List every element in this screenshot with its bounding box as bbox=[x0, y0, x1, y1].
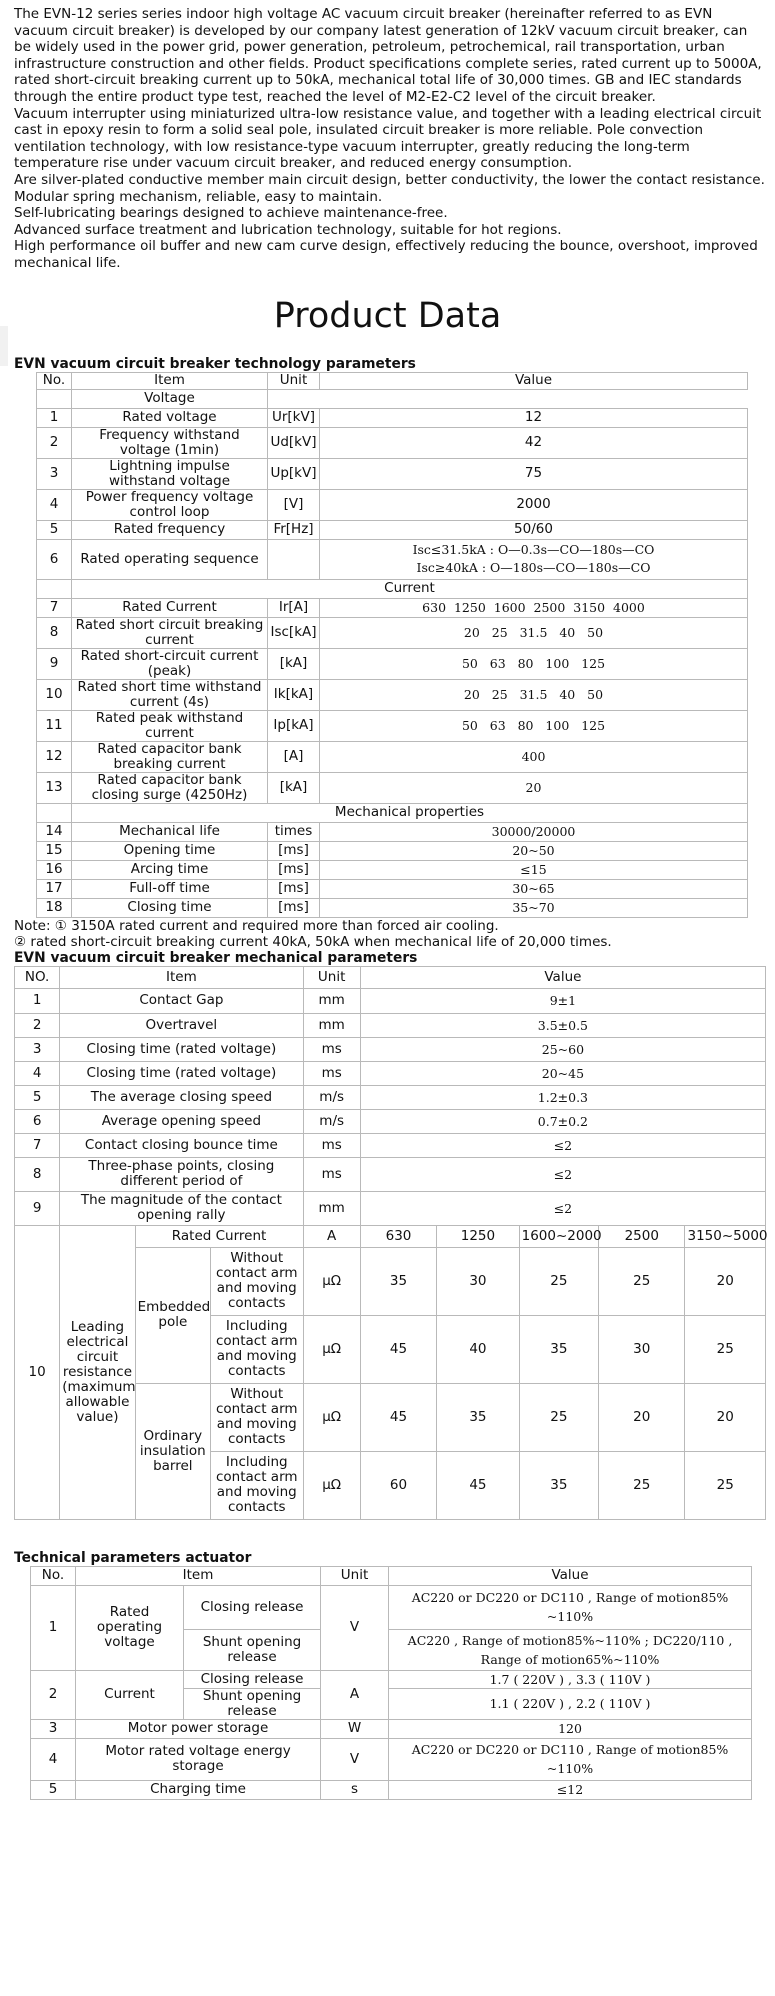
table-row: 2 Frequency withstand voltage (1min) Ud[kV] 42 bbox=[37, 427, 748, 458]
table-row: 5 Charging time s ≤12 bbox=[31, 1780, 752, 1799]
table-row: Including contact arm and moving contacts μΩ 60 45 35 25 25 bbox=[15, 1451, 766, 1519]
table-row: 5 Rated frequency Fr[Hz] 50/60 bbox=[37, 520, 748, 539]
table-row: 13 Rated capacitor bank closing surge (4250Hz) [kA] 20 bbox=[37, 772, 748, 803]
header-unit: Unit bbox=[268, 372, 320, 389]
table-row: Shunt opening release AC220 , Range of motion85%~110% ; DC220/110 , Range of motion65%~110% bbox=[31, 1629, 752, 1670]
group-voltage: Voltage bbox=[72, 389, 268, 408]
table-row: 10 Rated short time withstand current (4s) Ik[kA] 20 25 31.5 40 50 bbox=[37, 679, 748, 710]
table-row: 3 Motor power storage W 120 bbox=[31, 1719, 752, 1738]
table-row: 1 Rated voltage Ur[kV] 12 bbox=[37, 408, 748, 427]
table-row: 15 Opening time [ms] 20~50 bbox=[37, 841, 748, 860]
mech-params-table bbox=[14, 966, 766, 1520]
group-row bbox=[37, 803, 748, 822]
header-item: Item bbox=[72, 372, 268, 389]
operating-sequence-2: Isc≥40kA : O—180s—CO—180s—CO bbox=[416, 560, 651, 575]
table-row: 11 Rated peak withstand current Ip[kA] 50 63 80 100 125 bbox=[37, 710, 748, 741]
group-mechanical: Mechanical properties bbox=[72, 803, 748, 822]
header-no: No. bbox=[37, 372, 72, 389]
table-row: 8 Three-phase points, closing different period of ms ≤2 bbox=[15, 1157, 766, 1191]
intro-paragraph: High performance oil buffer and new cam curve design, effectively reducing the bounce, overshoot, improved mechanical life. bbox=[14, 238, 758, 271]
table-row: 6 Average opening speed m/s 0.7±0.2 bbox=[15, 1109, 766, 1133]
group-current: Current bbox=[72, 579, 748, 598]
table-header-row: No. Item Unit Value bbox=[31, 1566, 752, 1585]
intro-text bbox=[0, 0, 775, 272]
intro-paragraph: Vacuum interrupter using miniaturized ultra-low resistance value, and together with a leading electrical circuit cast in epoxy resin to form a solid seal pole, insulated circuit breaker is more reliable. Pole convection ventilation technology, with low resistance-type vacuum interrupter, greatly reducing the long-term temperature rise under vacuum circuit breaker, and reduced energy consumption. bbox=[14, 105, 762, 172]
table-row: 3 Closing time (rated voltage) ms 25~60 bbox=[15, 1037, 766, 1061]
tech-params-title: EVN vacuum circuit breaker technology parameters bbox=[14, 355, 416, 372]
actuator-params-title: Technical parameters actuator bbox=[14, 1549, 252, 1566]
table-row: 14 Mechanical life times 30000/20000 bbox=[37, 822, 748, 841]
table-row: 9 Rated short-circuit current (peak) [kA] 50 63 80 100 125 bbox=[37, 648, 748, 679]
table-row: 9 The magnitude of the contact opening rally mm ≤2 bbox=[15, 1191, 766, 1225]
intro-paragraph: Advanced surface treatment and lubrication technology, suitable for hot regions. bbox=[14, 221, 562, 238]
left-edge-bar bbox=[0, 326, 8, 366]
group-row bbox=[37, 389, 748, 408]
intro-paragraph: Modular spring mechanism, reliable, easy to maintain. bbox=[14, 188, 383, 205]
table-row: 17 Full-off time [ms] 30~65 bbox=[37, 879, 748, 898]
intro-paragraph: The EVN-12 series series indoor high voltage AC vacuum circuit breaker (hereinafter referred to as EVN vacuum circuit breaker) is developed by our company latest generation of 12kV vacuum circuit breaker, can be widely used in the power grid, power generation, petroleum, petrochemical, rail transportation, urban infrastructure construction and other fields. Product specifications complete series, rated current up to 5000A, rated short-circuit breaking current up to 50kA, mechanical total life of 30,000 times. GB and IEC standards through the entire product type test, reached the level of M2-E2-C2 level of the circuit breaker. bbox=[14, 6, 762, 105]
table-header-row: NO. Item Unit Value bbox=[15, 966, 766, 988]
table-row: 16 Arcing time [ms] ≤15 bbox=[37, 860, 748, 879]
table-row: 7 Contact closing bounce time ms ≤2 bbox=[15, 1133, 766, 1157]
group-row bbox=[37, 579, 748, 598]
product-data-title: Product Data bbox=[273, 295, 502, 336]
table-row: Shunt opening release 1.1 ( 220V ) , 2.2 ( 110V ) bbox=[31, 1688, 752, 1719]
table-row: 4 Closing time (rated voltage) ms 20~45 bbox=[15, 1061, 766, 1085]
header-value: Value bbox=[320, 372, 748, 389]
table-header-row bbox=[37, 372, 748, 389]
table-row: 2 Current Closing release A 1.7 ( 220V ) , 3.3 ( 110V ) bbox=[31, 1670, 752, 1688]
mech-params-title: EVN vacuum circuit breaker mechanical parameters bbox=[14, 949, 418, 966]
table-row: 1 Contact Gap mm 9±1 bbox=[15, 988, 766, 1013]
note-2: ② rated short-circuit breaking current 40kA, 50kA when mechanical life of 20,000 times. bbox=[14, 933, 612, 950]
table-row: 7 Rated Current Ir[A] 630 1250 1600 2500 3150 4000 bbox=[37, 598, 748, 617]
table-row: Including contact arm and moving contacts μΩ 45 40 35 30 25 bbox=[15, 1315, 766, 1383]
table-row: 12 Rated capacitor bank breaking current [A] 400 bbox=[37, 741, 748, 772]
note-1: Note: ① 3150A rated current and required more than forced air cooling. bbox=[14, 917, 499, 934]
table-row: 2 Overtravel mm 3.5±0.5 bbox=[15, 1013, 766, 1037]
tech-params-table bbox=[36, 372, 748, 918]
intro-paragraph: Self-lubricating bearings designed to achieve maintenance-free. bbox=[14, 205, 448, 222]
actuator-params-table bbox=[30, 1566, 752, 1800]
operating-sequence-1: Isc≤31.5kA : O—0.3s—CO—180s—CO bbox=[412, 542, 655, 557]
table-row: 6 Rated operating sequence Isc≤31.5kA : O—0.3s—CO—180s—CO Isc≥40kA : O—180s—CO—180s—CO bbox=[37, 539, 748, 579]
resistance-item: Leading electrical circuit resistance (maximum allowable value) bbox=[60, 1225, 135, 1519]
intro-paragraph: Are silver-plated conductive member main circuit design, better conductivity, the lower the contact resistance. bbox=[14, 171, 765, 188]
table-row: 10 Leading electrical circuit resistance (maximum allowable value) Rated Current A 630 1250 1600~2000 2500 3150~5000 bbox=[15, 1225, 766, 1247]
table-row: 3 Lightning impulse withstand voltage Up[kV] 75 bbox=[37, 458, 748, 489]
table-row: Ordinary insulation barrel Without contact arm and moving contacts μΩ 45 35 25 20 20 bbox=[15, 1383, 766, 1451]
table-row: Embedded pole Without contact arm and moving contacts μΩ 35 30 25 25 20 bbox=[15, 1247, 766, 1315]
table-row: 5 The average closing speed m/s 1.2±0.3 bbox=[15, 1085, 766, 1109]
table-row: 18 Closing time [ms] 35~70 bbox=[37, 898, 748, 917]
table-row: 1 Rated operating voltage Closing release V AC220 or DC220 or DC110 , Range of motion85% ~110% bbox=[31, 1585, 752, 1629]
table-row: 4 Power frequency voltage control loop [V] 2000 bbox=[37, 489, 748, 520]
table-row: 8 Rated short circuit breaking current Isc[kA] 20 25 31.5 40 50 bbox=[37, 617, 748, 648]
table-row: 4 Motor rated voltage energy storage V AC220 or DC220 or DC110 , Range of motion85% ~110% bbox=[31, 1738, 752, 1780]
